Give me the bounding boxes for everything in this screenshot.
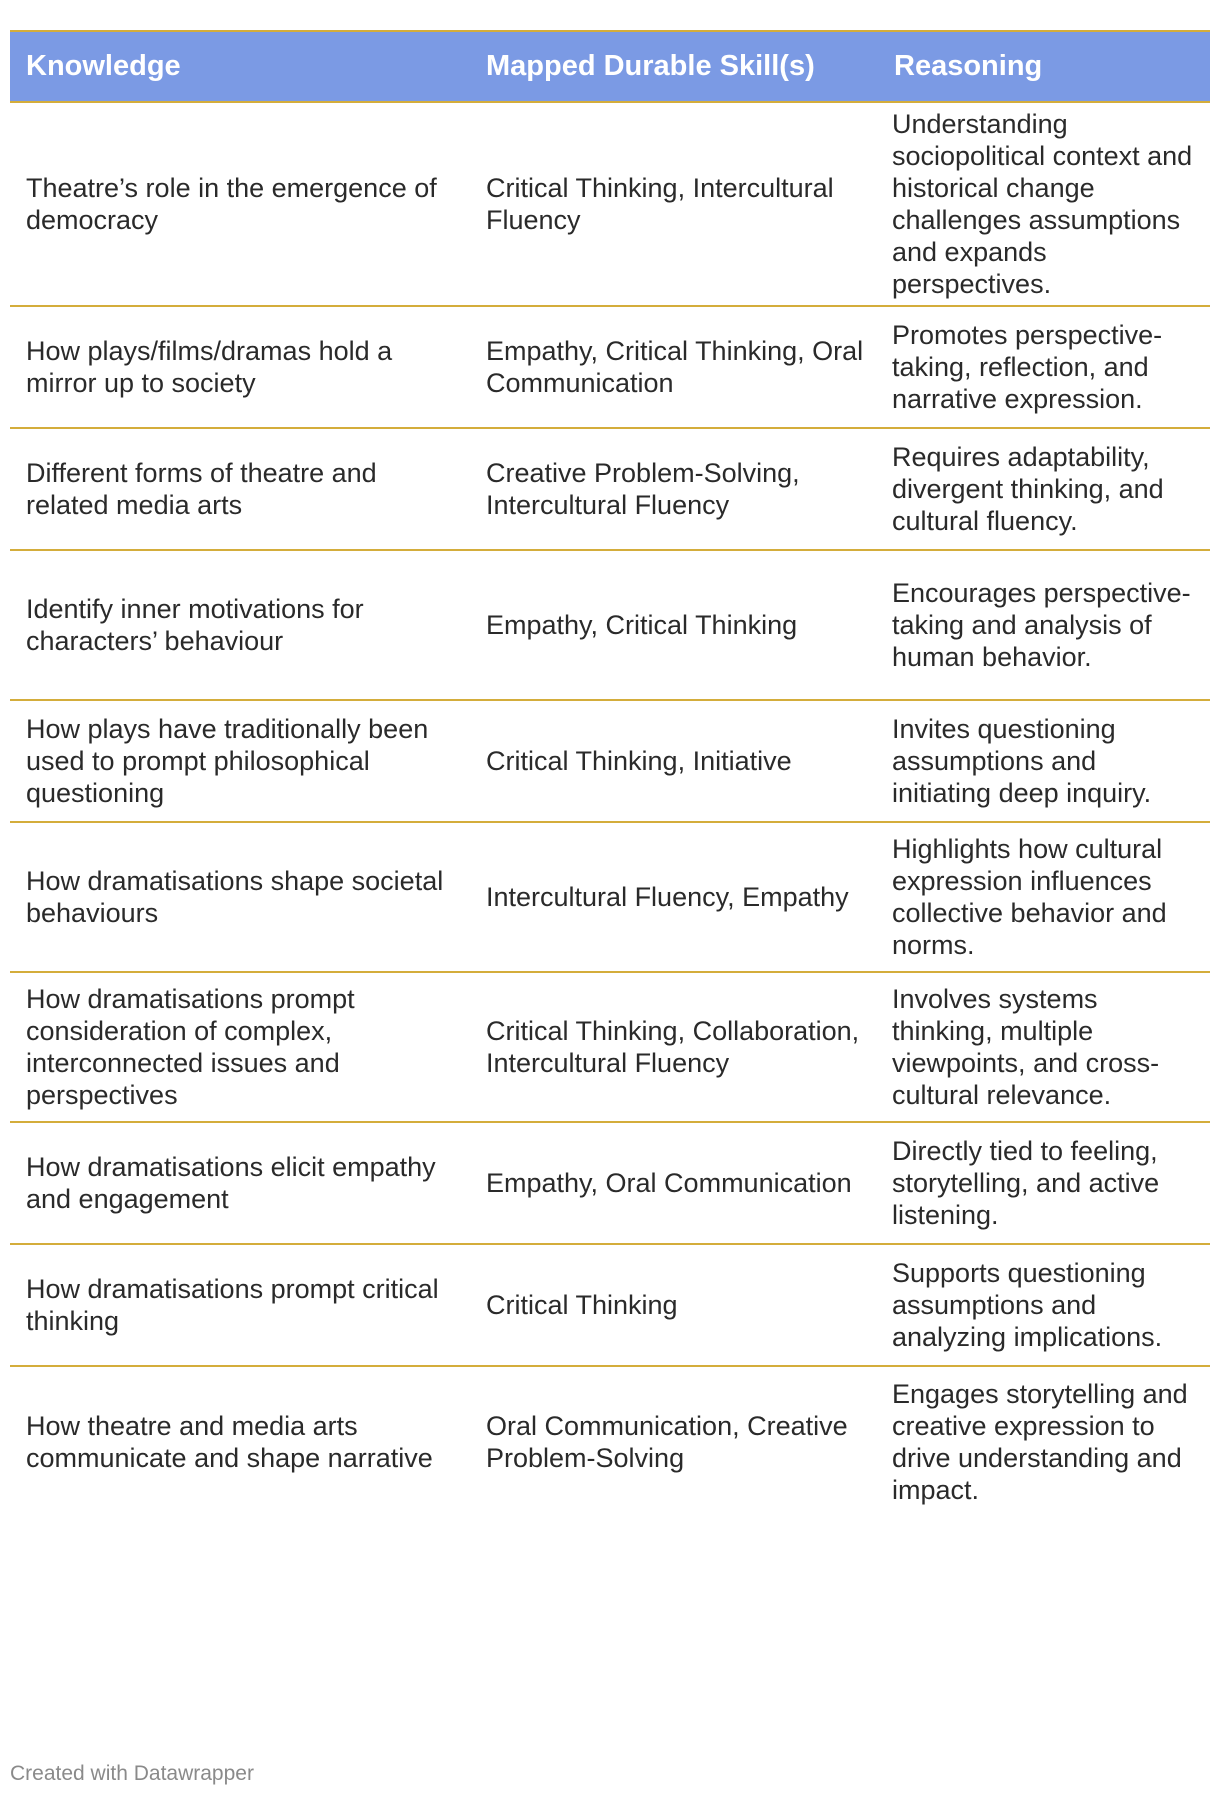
skills-cell: Critical Thinking	[470, 1244, 878, 1366]
knowledge-cell: Different forms of theatre and related media arts	[10, 428, 470, 550]
table-row	[10, 972, 1210, 1122]
table-row	[10, 700, 1210, 822]
knowledge-cell: How dramatisations prompt consideration of complex, interconnected issues and perspectives	[10, 972, 470, 1122]
table-row	[10, 822, 1210, 972]
datawrapper-credit: Created with Datawrapper	[10, 1762, 254, 1785]
header-knowledge: Knowledge	[10, 32, 470, 102]
skills-cell: Creative Problem-Solving, Intercultural Fluency	[470, 428, 878, 550]
knowledge-cell: How plays/films/dramas hold a mirror up to society	[10, 306, 470, 428]
knowledge-cell: How dramatisations elicit empathy and engagement	[10, 1122, 470, 1244]
reasoning-cell: Directly tied to feeling, storytelling, and active listening.	[878, 1122, 1210, 1244]
skills-mapping-table	[10, 32, 1210, 1516]
reasoning-cell: Promotes perspective-taking, reflection, and narrative expression.	[878, 306, 1210, 428]
skills-cell: Oral Communication, Creative Problem-Solving	[486, 1410, 848, 1473]
knowledge-cell: How dramatisations shape societal behaviours	[10, 822, 470, 972]
table-row	[10, 1366, 1210, 1516]
knowledge-cell: Identify inner motivations for characters’ behaviour	[10, 550, 470, 700]
skills-cell: Empathy, Critical Thinking	[470, 550, 878, 700]
table-row	[10, 102, 1210, 306]
reasoning-cell: Invites questioning assumptions and initiating deep inquiry.	[878, 700, 1210, 822]
knowledge-cell: How theatre and media arts communicate and shape narrative	[26, 1410, 433, 1473]
skills-cell: Critical Thinking, Initiative	[470, 700, 878, 822]
skills-mapping-table-container	[10, 30, 1210, 1516]
skills-cell: Empathy, Critical Thinking, Oral Communication	[470, 306, 878, 428]
skills-cell: Intercultural Fluency, Empathy	[470, 822, 878, 972]
reasoning-cell: Engages storytelling and creative expression to drive understanding and impact.	[892, 1378, 1188, 1505]
table-row	[10, 1122, 1210, 1244]
reasoning-cell: Encourages perspective-taking and analysis of human behavior.	[878, 550, 1210, 700]
skills-cell: Critical Thinking, Collaboration, Intercultural Fluency	[470, 972, 878, 1122]
header-mapped-skills: Mapped Durable Skill(s)	[470, 32, 878, 102]
reasoning-cell: Requires adaptability, divergent thinking, and cultural fluency.	[878, 428, 1210, 550]
knowledge-cell: Theatre’s role in the emergence of democracy	[10, 102, 470, 306]
reasoning-cell: Highlights how cultural expression influences collective behavior and norms.	[878, 822, 1210, 972]
skills-cell: Empathy, Oral Communication	[470, 1122, 878, 1244]
reasoning-cell: Involves systems thinking, multiple viewpoints, and cross-cultural relevance.	[878, 972, 1210, 1122]
table-row	[10, 550, 1210, 700]
reasoning-cell: Understanding sociopolitical context and historical change challenges assumptions and expands perspectives.	[878, 102, 1210, 306]
table-row	[10, 428, 1210, 550]
reasoning-cell: Supports questioning assumptions and analyzing implications.	[878, 1244, 1210, 1366]
table-header-row	[10, 32, 1210, 102]
table-row	[10, 306, 1210, 428]
knowledge-cell: How dramatisations prompt critical thinking	[10, 1244, 470, 1366]
skills-cell: Critical Thinking, Intercultural Fluency	[470, 102, 878, 306]
table-row	[10, 1244, 1210, 1366]
header-reasoning: Reasoning	[878, 32, 1210, 102]
knowledge-cell: How plays have traditionally been used to prompt philosophical questioning	[10, 700, 470, 822]
